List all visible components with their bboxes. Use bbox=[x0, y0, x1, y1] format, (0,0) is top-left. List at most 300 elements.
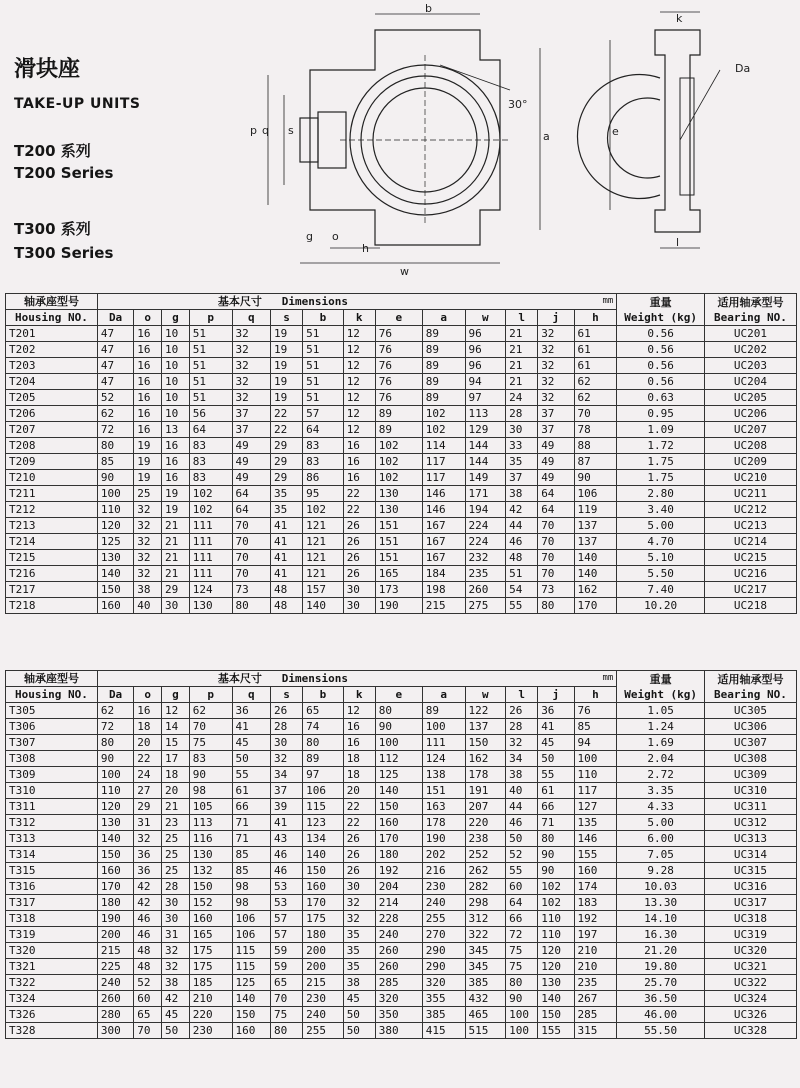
dimension-cell: 130 bbox=[375, 502, 422, 518]
dimension-cell: 19 bbox=[271, 358, 303, 374]
dimension-cell: 64 bbox=[538, 502, 574, 518]
dimension-cell: 65 bbox=[134, 1007, 162, 1023]
dimension-cell: 102 bbox=[375, 470, 422, 486]
dimension-cell: 90 bbox=[97, 751, 133, 767]
housing-number: T206 bbox=[6, 406, 98, 422]
table-row bbox=[6, 406, 797, 422]
dimension-cell: 22 bbox=[134, 751, 162, 767]
dimension-cell: 262 bbox=[465, 863, 506, 879]
dimension-cell: 42 bbox=[134, 879, 162, 895]
dimension-cell: 64 bbox=[232, 486, 270, 502]
dimension-cell: 16 bbox=[134, 374, 162, 390]
dimension-cell: 22 bbox=[343, 486, 375, 502]
dimension-cell: 62 bbox=[97, 406, 133, 422]
housing-number: T317 bbox=[6, 895, 98, 911]
dimension-cell: 32 bbox=[232, 358, 270, 374]
dimension-cell: 70 bbox=[538, 518, 574, 534]
dimension-cell: 28 bbox=[162, 879, 190, 895]
dimension-cell: 170 bbox=[97, 879, 133, 895]
column-header-a: a bbox=[422, 310, 465, 326]
header-weight: 重量 Weight (kg) bbox=[617, 294, 705, 326]
dimension-cell: 100 bbox=[506, 1023, 538, 1039]
dimension-cell: 90 bbox=[538, 847, 574, 863]
table-row bbox=[6, 991, 797, 1007]
table-row bbox=[6, 911, 797, 927]
dimension-cell: 19 bbox=[271, 342, 303, 358]
dimension-cell: 240 bbox=[375, 927, 422, 943]
dimension-cell: 26 bbox=[343, 534, 375, 550]
dimension-cell: 35 bbox=[343, 943, 375, 959]
dimension-cell: 12 bbox=[343, 390, 375, 406]
dimension-cell: 163 bbox=[422, 799, 465, 815]
dimension-cell: 55 bbox=[506, 598, 538, 614]
dimension-cell: 121 bbox=[303, 518, 344, 534]
housing-number: T310 bbox=[6, 783, 98, 799]
dimension-cell: 198 bbox=[422, 582, 465, 598]
dimension-cell: 19 bbox=[271, 390, 303, 406]
dimension-cell: 19 bbox=[271, 374, 303, 390]
column-header-w: w bbox=[465, 310, 506, 326]
dimension-cell: 37 bbox=[271, 783, 303, 799]
page-header bbox=[0, 0, 800, 290]
dimension-cell: 16 bbox=[134, 406, 162, 422]
dimension-cell: 74 bbox=[303, 719, 344, 735]
dimension-cell: 32 bbox=[134, 566, 162, 582]
housing-number: T209 bbox=[6, 454, 98, 470]
dimension-cell: 320 bbox=[375, 991, 422, 1007]
dimension-cell: 175 bbox=[189, 943, 232, 959]
dimension-cell: 15 bbox=[162, 735, 190, 751]
column-header-o: o bbox=[134, 310, 162, 326]
dimension-cell: 40 bbox=[506, 783, 538, 799]
dimension-cell: 70 bbox=[232, 534, 270, 550]
dimension-cell: 85 bbox=[232, 847, 270, 863]
dimension-cell: 19 bbox=[162, 486, 190, 502]
dimension-cell: 160 bbox=[97, 863, 133, 879]
dimension-cell: 18 bbox=[343, 767, 375, 783]
dimension-cell: 51 bbox=[303, 390, 344, 406]
table-row bbox=[6, 598, 797, 614]
dimension-cell: 32 bbox=[343, 911, 375, 927]
dimension-cell: 238 bbox=[465, 831, 506, 847]
dimension-cell: 75 bbox=[271, 1007, 303, 1023]
dimension-cell: 137 bbox=[574, 518, 617, 534]
bearing-number: UC306 bbox=[704, 719, 796, 735]
label-h: h bbox=[362, 242, 369, 255]
dimension-cell: 135 bbox=[574, 815, 617, 831]
dimension-cell: 61 bbox=[574, 342, 617, 358]
dimension-cell: 267 bbox=[574, 991, 617, 1007]
dimension-cell: 20 bbox=[343, 783, 375, 799]
label-angle: 30° bbox=[508, 98, 528, 111]
dimension-cell: 98 bbox=[232, 895, 270, 911]
dimension-cell: 170 bbox=[574, 598, 617, 614]
dimension-cell: 100 bbox=[506, 1007, 538, 1023]
weight-cell: 10.20 bbox=[617, 598, 705, 614]
dimension-cell: 32 bbox=[162, 943, 190, 959]
dimension-cell: 42 bbox=[506, 502, 538, 518]
housing-number: T207 bbox=[6, 422, 98, 438]
table-row bbox=[6, 438, 797, 454]
table-row bbox=[6, 879, 797, 895]
dimension-cell: 117 bbox=[574, 783, 617, 799]
dimension-cell: 10 bbox=[162, 406, 190, 422]
dimension-cell: 30 bbox=[271, 735, 303, 751]
column-header-o: o bbox=[134, 687, 162, 703]
dimension-cell: 16 bbox=[343, 454, 375, 470]
dimension-cell: 41 bbox=[538, 719, 574, 735]
bearing-number: UC317 bbox=[704, 895, 796, 911]
dimension-cell: 150 bbox=[465, 735, 506, 751]
column-header-da: Da bbox=[97, 310, 133, 326]
dimension-cell: 64 bbox=[232, 502, 270, 518]
dimension-cell: 120 bbox=[538, 959, 574, 975]
dimension-cell: 140 bbox=[375, 783, 422, 799]
table-row bbox=[6, 326, 797, 342]
dimension-cell: 260 bbox=[375, 959, 422, 975]
table-row bbox=[6, 1007, 797, 1023]
dimension-cell: 151 bbox=[375, 518, 422, 534]
dimension-cell: 228 bbox=[375, 911, 422, 927]
dimension-cell: 150 bbox=[232, 1007, 270, 1023]
dimension-cell: 130 bbox=[189, 847, 232, 863]
bearing-number: UC207 bbox=[704, 422, 796, 438]
dimension-cell: 21 bbox=[162, 518, 190, 534]
column-header-b: b bbox=[303, 310, 344, 326]
dimension-cell: 21 bbox=[506, 374, 538, 390]
dimension-cell: 111 bbox=[189, 550, 232, 566]
housing-number: T321 bbox=[6, 959, 98, 975]
dimension-cell: 70 bbox=[189, 719, 232, 735]
dimension-cell: 70 bbox=[232, 550, 270, 566]
table-row bbox=[6, 358, 797, 374]
dimension-cell: 110 bbox=[538, 911, 574, 927]
dimension-cell: 192 bbox=[574, 911, 617, 927]
dimension-cell: 89 bbox=[422, 358, 465, 374]
dimension-cell: 89 bbox=[375, 422, 422, 438]
table-row bbox=[6, 1023, 797, 1039]
weight-cell: 10.03 bbox=[617, 879, 705, 895]
dimension-cell: 16 bbox=[162, 470, 190, 486]
dimension-cell: 41 bbox=[271, 534, 303, 550]
dimension-cell: 290 bbox=[422, 959, 465, 975]
bearing-number: UC205 bbox=[704, 390, 796, 406]
weight-cell: 5.10 bbox=[617, 550, 705, 566]
dimension-cell: 22 bbox=[271, 422, 303, 438]
dimension-cell: 76 bbox=[574, 703, 617, 719]
dimension-cell: 110 bbox=[574, 767, 617, 783]
dimension-cell: 90 bbox=[538, 863, 574, 879]
dimension-cell: 26 bbox=[343, 847, 375, 863]
label-da: Da bbox=[735, 62, 751, 75]
table-row bbox=[6, 550, 797, 566]
dimension-cell: 115 bbox=[303, 799, 344, 815]
bearing-number: UC210 bbox=[704, 470, 796, 486]
column-header-p: p bbox=[189, 310, 232, 326]
dimension-cell: 49 bbox=[538, 470, 574, 486]
dimension-cell: 20 bbox=[134, 735, 162, 751]
dimension-cell: 102 bbox=[303, 502, 344, 518]
dimension-cell: 64 bbox=[506, 895, 538, 911]
dimension-cell: 29 bbox=[271, 438, 303, 454]
dimension-cell: 151 bbox=[375, 550, 422, 566]
dimension-cell: 37 bbox=[232, 406, 270, 422]
dimension-cell: 165 bbox=[189, 927, 232, 943]
bearing-number: UC212 bbox=[704, 502, 796, 518]
dimension-cell: 89 bbox=[422, 374, 465, 390]
dimension-cell: 192 bbox=[375, 863, 422, 879]
dimension-cell: 83 bbox=[189, 438, 232, 454]
dimension-cell: 51 bbox=[189, 358, 232, 374]
weight-cell: 3.40 bbox=[617, 502, 705, 518]
dimension-cell: 18 bbox=[343, 751, 375, 767]
dimension-cell: 46 bbox=[506, 815, 538, 831]
dimension-cell: 88 bbox=[574, 438, 617, 454]
column-header-q: q bbox=[232, 310, 270, 326]
dimension-cell: 70 bbox=[134, 1023, 162, 1039]
dimension-cell: 30 bbox=[162, 911, 190, 927]
dimension-cell: 36 bbox=[134, 847, 162, 863]
dimension-cell: 51 bbox=[189, 374, 232, 390]
dimension-cell: 49 bbox=[538, 454, 574, 470]
dimension-cell: 26 bbox=[271, 703, 303, 719]
housing-number: T213 bbox=[6, 518, 98, 534]
housing-number: T211 bbox=[6, 486, 98, 502]
table-row bbox=[6, 927, 797, 943]
table-row bbox=[6, 767, 797, 783]
dimension-cell: 230 bbox=[422, 879, 465, 895]
dimension-cell: 21 bbox=[506, 342, 538, 358]
dimension-cell: 155 bbox=[538, 1023, 574, 1039]
dimension-cell: 175 bbox=[303, 911, 344, 927]
dimension-cell: 144 bbox=[465, 438, 506, 454]
dimension-cell: 30 bbox=[343, 582, 375, 598]
dimension-cell: 160 bbox=[574, 863, 617, 879]
weight-cell: 46.00 bbox=[617, 1007, 705, 1023]
dimension-cell: 515 bbox=[465, 1023, 506, 1039]
weight-cell: 0.95 bbox=[617, 406, 705, 422]
dimension-cell: 80 bbox=[538, 598, 574, 614]
dimension-cell: 102 bbox=[422, 422, 465, 438]
dimension-cell: 12 bbox=[162, 703, 190, 719]
dimension-cell: 35 bbox=[506, 454, 538, 470]
dimension-cell: 230 bbox=[189, 1023, 232, 1039]
dimension-cell: 30 bbox=[343, 879, 375, 895]
dimension-cell: 32 bbox=[343, 895, 375, 911]
dimension-cell: 47 bbox=[97, 358, 133, 374]
dimension-cell: 54 bbox=[506, 582, 538, 598]
housing-number: T313 bbox=[6, 831, 98, 847]
dimension-cell: 37 bbox=[538, 422, 574, 438]
dimension-cell: 30 bbox=[506, 422, 538, 438]
dimension-cell: 16 bbox=[134, 422, 162, 438]
dimension-cell: 102 bbox=[189, 502, 232, 518]
bearing-number: UC324 bbox=[704, 991, 796, 1007]
dimension-cell: 21 bbox=[506, 326, 538, 342]
dimension-cell: 70 bbox=[232, 518, 270, 534]
dimension-cell: 64 bbox=[303, 422, 344, 438]
weight-cell: 13.30 bbox=[617, 895, 705, 911]
dimension-cell: 260 bbox=[375, 943, 422, 959]
dimension-cell: 100 bbox=[97, 767, 133, 783]
dimension-cell: 90 bbox=[506, 991, 538, 1007]
dimension-cell: 97 bbox=[303, 767, 344, 783]
dimension-cell: 22 bbox=[271, 406, 303, 422]
column-header-p: p bbox=[189, 687, 232, 703]
dimension-cell: 465 bbox=[465, 1007, 506, 1023]
dimension-cell: 200 bbox=[303, 959, 344, 975]
table-row bbox=[6, 847, 797, 863]
dimension-cell: 19 bbox=[271, 326, 303, 342]
dimension-cell: 62 bbox=[574, 390, 617, 406]
dimension-cell: 194 bbox=[465, 502, 506, 518]
bearing-number: UC309 bbox=[704, 767, 796, 783]
dimension-cell: 45 bbox=[232, 735, 270, 751]
bearing-number: UC313 bbox=[704, 831, 796, 847]
table-row bbox=[6, 582, 797, 598]
dimension-cell: 61 bbox=[574, 358, 617, 374]
dimension-cell: 123 bbox=[303, 815, 344, 831]
dimension-cell: 44 bbox=[506, 799, 538, 815]
dimension-cell: 41 bbox=[271, 815, 303, 831]
dimension-cell: 30 bbox=[162, 598, 190, 614]
dimension-cell: 89 bbox=[422, 326, 465, 342]
dimension-cell: 215 bbox=[303, 975, 344, 991]
dimension-cell: 41 bbox=[232, 719, 270, 735]
dimension-cell: 83 bbox=[303, 438, 344, 454]
dimension-cell: 85 bbox=[574, 719, 617, 735]
t200-rows bbox=[6, 326, 797, 614]
weight-cell: 1.75 bbox=[617, 470, 705, 486]
dimension-cell: 41 bbox=[271, 518, 303, 534]
weight-cell: 0.56 bbox=[617, 342, 705, 358]
dimension-cell: 385 bbox=[465, 975, 506, 991]
bearing-number: UC312 bbox=[704, 815, 796, 831]
dimension-cell: 202 bbox=[422, 847, 465, 863]
dimension-cell: 80 bbox=[375, 703, 422, 719]
table-row bbox=[6, 422, 797, 438]
label-b: b bbox=[425, 2, 432, 15]
dimension-cell: 320 bbox=[422, 975, 465, 991]
dimension-cell: 64 bbox=[189, 422, 232, 438]
dimension-cell: 38 bbox=[506, 486, 538, 502]
dimension-cell: 106 bbox=[232, 927, 270, 943]
dimension-cell: 140 bbox=[574, 566, 617, 582]
bearing-number: UC321 bbox=[704, 959, 796, 975]
column-header-e: e bbox=[375, 310, 422, 326]
dimension-cell: 32 bbox=[232, 326, 270, 342]
dimension-cell: 89 bbox=[422, 342, 465, 358]
dimension-cell: 345 bbox=[465, 959, 506, 975]
dimension-cell: 173 bbox=[375, 582, 422, 598]
column-header-b: b bbox=[303, 687, 344, 703]
dimension-cell: 97 bbox=[465, 390, 506, 406]
dimension-cell: 25 bbox=[162, 831, 190, 847]
table-row bbox=[6, 735, 797, 751]
column-header-h: h bbox=[574, 310, 617, 326]
dimension-cell: 53 bbox=[271, 879, 303, 895]
dimension-cell: 32 bbox=[232, 390, 270, 406]
dimension-cell: 16 bbox=[134, 390, 162, 406]
bearing-number: UC320 bbox=[704, 943, 796, 959]
housing-number: T201 bbox=[6, 326, 98, 342]
dimension-cell: 90 bbox=[375, 719, 422, 735]
dimension-cell: 37 bbox=[538, 406, 574, 422]
dimension-cell: 57 bbox=[271, 911, 303, 927]
housing-number: T218 bbox=[6, 598, 98, 614]
dimension-cell: 78 bbox=[574, 422, 617, 438]
dimension-cell: 385 bbox=[422, 1007, 465, 1023]
dimension-cell: 32 bbox=[162, 959, 190, 975]
dimension-cell: 52 bbox=[134, 975, 162, 991]
dimension-cell: 111 bbox=[189, 518, 232, 534]
dimension-cell: 111 bbox=[189, 566, 232, 582]
dimension-cell: 55 bbox=[506, 863, 538, 879]
dimension-cell: 56 bbox=[189, 406, 232, 422]
table-row bbox=[6, 390, 797, 406]
dimension-cell: 140 bbox=[97, 831, 133, 847]
dimension-cell: 26 bbox=[343, 831, 375, 847]
dimension-cell: 50 bbox=[162, 1023, 190, 1039]
dimension-cell: 35 bbox=[343, 959, 375, 975]
dimension-cell: 71 bbox=[538, 815, 574, 831]
weight-cell: 2.72 bbox=[617, 767, 705, 783]
dimension-cell: 20 bbox=[162, 783, 190, 799]
table-row bbox=[6, 534, 797, 550]
dimension-cell: 150 bbox=[375, 799, 422, 815]
dimension-cell: 46 bbox=[134, 911, 162, 927]
dimension-cell: 130 bbox=[97, 550, 133, 566]
dimension-cell: 113 bbox=[189, 815, 232, 831]
take-up-unit-drawing bbox=[0, 0, 800, 290]
bearing-number: UC218 bbox=[704, 598, 796, 614]
dimension-cell: 80 bbox=[538, 831, 574, 847]
weight-cell: 9.28 bbox=[617, 863, 705, 879]
table-row bbox=[6, 374, 797, 390]
dimension-cell: 25 bbox=[162, 847, 190, 863]
dimension-cell: 12 bbox=[343, 703, 375, 719]
housing-number: T309 bbox=[6, 767, 98, 783]
dimension-cell: 115 bbox=[232, 959, 270, 975]
dimension-cell: 13 bbox=[162, 422, 190, 438]
dimension-cell: 34 bbox=[271, 767, 303, 783]
table-row bbox=[6, 502, 797, 518]
t300-rows bbox=[6, 703, 797, 1039]
dimension-cell: 50 bbox=[232, 751, 270, 767]
dimension-cell: 51 bbox=[189, 390, 232, 406]
dimension-cell: 122 bbox=[465, 703, 506, 719]
dimension-cell: 124 bbox=[422, 751, 465, 767]
dimension-cell: 66 bbox=[232, 799, 270, 815]
dimension-cell: 73 bbox=[538, 582, 574, 598]
header-housing-cn: 轴承座型号 bbox=[6, 671, 98, 687]
dimension-cell: 70 bbox=[538, 534, 574, 550]
weight-cell: 5.00 bbox=[617, 815, 705, 831]
dimension-cell: 83 bbox=[189, 470, 232, 486]
dimension-cell: 66 bbox=[538, 799, 574, 815]
weight-cell: 21.20 bbox=[617, 943, 705, 959]
weight-cell: 5.00 bbox=[617, 518, 705, 534]
housing-number: T314 bbox=[6, 847, 98, 863]
dimension-cell: 130 bbox=[189, 598, 232, 614]
dimension-cell: 132 bbox=[189, 863, 232, 879]
dimension-cell: 21 bbox=[162, 799, 190, 815]
dimension-cell: 285 bbox=[375, 975, 422, 991]
dimension-cell: 32 bbox=[134, 502, 162, 518]
title-english: TAKE-UP UNITS bbox=[14, 96, 141, 112]
dimension-cell: 12 bbox=[343, 326, 375, 342]
dimension-cell: 140 bbox=[97, 566, 133, 582]
